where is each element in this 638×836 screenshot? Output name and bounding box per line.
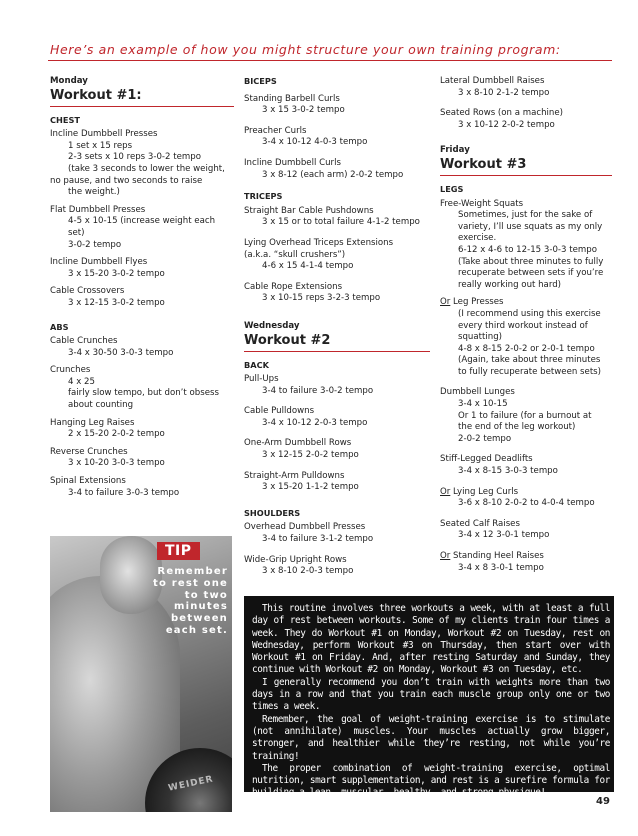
day-label: Wednesday: [244, 320, 300, 331]
exercise-detail: 3 x 10-15 reps 3-2-3 tempo: [262, 293, 381, 304]
exercise-detail: recuperate between sets if you’re: [458, 268, 604, 279]
exercise-item: [50, 129, 234, 199]
exercise-detail: (Take about three minutes to fully: [458, 256, 604, 267]
exercise-detail: 4 x 25: [68, 376, 95, 387]
exercise-item: [50, 365, 234, 411]
day-label: Monday: [50, 76, 88, 86]
day-label: Friday: [440, 145, 470, 156]
exercise-item: [244, 555, 430, 578]
exercise-detail: 3-4 x 10-15: [458, 399, 508, 410]
exercise-item: [244, 374, 430, 397]
exercise-name: Cable Crunches: [50, 336, 118, 347]
exercise-name: Wide-Grip Upright Rows: [244, 554, 347, 565]
exercise-name: Seated Rows (on a machine): [440, 108, 564, 119]
exercise-item: [244, 158, 430, 181]
exercise-item: [244, 471, 430, 494]
exercise-item: [440, 519, 612, 542]
exercise-name-text: Lying Leg Curls: [450, 486, 519, 497]
exercise-name: Reverse Crunches: [50, 446, 128, 457]
exercise-name: Cable Crossovers: [50, 286, 125, 297]
tip-line: minutes: [173, 601, 228, 613]
exercise-detail: (a.k.a. “skull crushers”): [244, 249, 346, 260]
exercise-detail: 3 x 15 or to total failure 4-1-2 tempo: [262, 217, 420, 228]
exercise-name: Cable Rope Extensions: [244, 281, 343, 292]
exercise-item: [244, 94, 430, 117]
exercise-detail: 3 x 15 3-0-2 tempo: [262, 105, 345, 116]
column-friday: [440, 76, 612, 580]
exercise-detail: 3 x 8-12 (each arm) 2-0-2 tempo: [262, 169, 404, 180]
exercise-name: Incline Dumbbell Flyes: [50, 257, 148, 268]
exercise-detail: (take 3 seconds to lower the weight,: [68, 163, 225, 174]
exercise-name: [440, 297, 612, 309]
exercise-name: Standing Barbell Curls: [244, 93, 340, 104]
exercise-item: [244, 282, 430, 305]
exercise-detail: the weight.): [68, 187, 120, 198]
tip-text: [150, 566, 228, 637]
exercise-detail: 3-4 x 10-12 2-0-3 tempo: [262, 417, 368, 428]
exercise-item: [440, 199, 612, 292]
column-monday: [50, 76, 234, 505]
section-heading-shoulders: SHOULDERS: [244, 507, 301, 518]
exercise-item: [440, 387, 612, 445]
exercise-detail: Or 1 to failure (for a burnout at: [458, 410, 592, 421]
exercise-name: Stiff-Legged Deadlifts: [440, 454, 533, 465]
exercise-detail: 3 x 15-20 3-0-2 tempo: [68, 268, 165, 279]
exercise-item: [50, 336, 234, 359]
exercise-detail: 3 x 10-12 2-0-2 tempo: [458, 119, 555, 130]
exercise-detail: 3 x 12-15 3-0-2 tempo: [68, 297, 165, 308]
exercise-detail: exercise.: [458, 233, 497, 244]
exercise-detail: Sometimes, just for the sake of: [458, 210, 593, 221]
exercise-item: [50, 447, 234, 470]
exercise-detail: 3-6 x 8-10 2-0-2 to 4-0-4 tempo: [458, 498, 595, 509]
or-label: Or: [440, 486, 451, 497]
exercise-name: Overhead Dumbbell Presses: [244, 522, 366, 533]
exercise-name: Cable Pulldowns: [244, 406, 315, 417]
exercise-detail: 4-8 x 8-15 2-0-2 or 2-0-1 tempo: [458, 343, 595, 354]
section-heading-back: BACK: [244, 359, 269, 370]
exercise-detail: 2 x 15-20 2-0-2 tempo: [68, 429, 165, 440]
exercise-detail: 3 x 8-10 2-0-3 tempo: [262, 566, 354, 577]
exercise-item: [244, 126, 430, 149]
exercise-detail: no pause, and two seconds to raise: [50, 175, 203, 186]
column-biceps-wednesday: [244, 76, 430, 584]
exercise-name: Lying Overhead Triceps Extensions: [244, 237, 394, 248]
exercise-name: One-Arm Dumbbell Rows: [244, 438, 352, 449]
exercise-detail: 3-4 x 8-15 3-0-3 tempo: [458, 466, 558, 477]
exercise-name: Spinal Extensions: [50, 476, 126, 487]
exercise-item: [244, 206, 430, 229]
exercise-item: [50, 286, 234, 309]
exercise-item: [50, 418, 234, 441]
exercise-detail: to fully recuperate between sets): [458, 366, 602, 377]
or-label: Or: [440, 551, 451, 561]
exercise-name: Crunches: [50, 365, 91, 376]
section-heading-biceps: BICEPS: [244, 76, 277, 86]
exercise-name: [440, 487, 612, 499]
exercise-item: [50, 257, 234, 280]
exercise-detail: 1 set x 15 reps: [68, 140, 133, 151]
tip-line: to rest one: [152, 577, 228, 589]
exercise-detail: every third workout instead of: [458, 320, 588, 331]
exercise-item: [244, 406, 430, 429]
exercise-name: Flat Dumbbell Presses: [50, 204, 146, 215]
exercise-detail: 6-12 x 4-6 to 12-15 3-0-3 tempo: [458, 244, 597, 255]
exercise-detail: (I recommend using this exercise: [458, 308, 601, 319]
exercise-detail: 3-4 x 12 3-0-1 tempo: [458, 530, 550, 541]
exercise-item: [440, 551, 612, 574]
exercise-name: Straight Bar Cable Pushdowns: [244, 205, 374, 216]
exercise-item: [50, 205, 234, 251]
exercise-detail: 3-4 to failure 3-0-2 tempo: [262, 385, 374, 396]
info-paragraph: Remember, the goal of weight-training exercise is to stimulate (not annihilate) muscles. Your muscles actually grow bigger, stronger, and healthier while they’re resting, not while you’re training!: [252, 713, 610, 762]
section-heading-legs: LEGS: [440, 183, 464, 194]
exercise-detail: 3 x 8-10 2-1-2 tempo: [458, 87, 550, 98]
section-heading-abs: ABS: [50, 321, 69, 332]
exercise-detail: 3 x 15-20 1-1-2 tempo: [262, 482, 359, 493]
exercise-detail: 3-4 x 8 3-0-1 tempo: [458, 562, 544, 573]
tip-line: to two: [184, 589, 228, 601]
tip-line: between: [170, 613, 228, 625]
exercise-name: Lateral Dumbbell Raises: [440, 76, 545, 86]
intro-rule: [48, 60, 612, 61]
exercise-detail: (Again, take about three minutes: [458, 355, 601, 366]
intro-heading: Here’s an example of how you might structure your own training program:: [50, 42, 561, 57]
exercise-name: Pull-Ups: [244, 374, 279, 385]
plate-text: WEIDER: [167, 774, 215, 794]
section-heading-chest: CHEST: [50, 114, 80, 125]
tip-line: Remember: [157, 566, 228, 577]
exercise-name-text: Leg Presses: [450, 297, 504, 308]
exercise-detail: 2-3 sets x 10 reps 3-0-2 tempo: [68, 152, 201, 163]
exercise-detail: 3-4 x 30-50 3-0-3 tempo: [68, 347, 174, 358]
exercise-detail: 3-4 to failure 3-0-3 tempo: [68, 487, 180, 498]
exercise-detail: 3-4 to failure 3-1-2 tempo: [262, 534, 374, 545]
routine-info-box: [244, 596, 614, 799]
info-paragraph: This routine involves three workouts a week, with at least a full day of rest between workouts. Some of my clients train four times a week. They do Workout #1 on Monday, Workout #2 on Tuesday, rest on Wednesday, perform Workout #3 on Thursday, then start over with Workout #1 on Friday. And, after resting Saturday and Sunday, they continue with Workout #2 on Monday, Workout #3 on Tuesday, etc.: [252, 603, 610, 676]
exercise-name-text: Standing Heel Raises: [450, 551, 544, 561]
workout-title: Workout #2: [244, 333, 430, 352]
exercise-detail: fairly slow tempo, but don’t obsess: [68, 388, 219, 399]
exercise-detail: 3-0-2 tempo: [68, 239, 122, 250]
page-number: 49: [596, 796, 610, 807]
exercise-detail: 3 x 12-15 2-0-2 tempo: [262, 450, 359, 461]
info-paragraph: I generally recommend you don’t train with weights more than two days in a row and that you train each muscle group only one or two times a week.: [252, 676, 610, 713]
exercise-name: Hanging Leg Raises: [50, 417, 135, 428]
exercise-item: [440, 487, 612, 510]
exercise-name: Straight-Arm Pulldowns: [244, 470, 345, 481]
exercise-detail: the end of the leg workout): [458, 422, 576, 433]
exercise-item: [440, 108, 612, 131]
exercise-name: Incline Dumbbell Curls: [244, 157, 341, 168]
exercise-detail: variety, I’ll use squats as my only: [458, 221, 603, 232]
or-label: Or: [440, 297, 451, 308]
exercise-item: [440, 297, 612, 378]
exercise-detail: 4-6 x 15 4-1-4 tempo: [262, 261, 354, 272]
exercise-item: [244, 522, 430, 545]
exercise-item: [244, 438, 430, 461]
exercise-name: [440, 551, 612, 563]
tip-badge: TIP: [157, 542, 200, 560]
tip-line: each set.: [165, 624, 228, 636]
exercise-item: [440, 76, 612, 99]
workout-title: Workout #3: [440, 157, 612, 176]
exercise-detail: 4-5 x 10-15 (increase weight each set): [68, 216, 216, 238]
exercise-detail: about counting: [68, 400, 134, 411]
exercise-item: [244, 238, 430, 273]
section-heading-triceps: TRICEPS: [244, 191, 283, 202]
exercise-detail: 3-4 x 10-12 4-0-3 tempo: [262, 137, 368, 148]
exercise-item: [440, 454, 612, 477]
exercise-detail: 3 x 10-20 3-0-3 tempo: [68, 458, 165, 469]
info-paragraph: The proper combination of weight-training exercise, optimal nutrition, smart supplementation, and rest is a surefire formula for building a lean, muscular, healthy, and strong physique!: [252, 762, 610, 799]
exercise-item: [50, 476, 234, 499]
exercise-name: Free-Weight Squats: [440, 198, 524, 209]
exercise-name: Dumbbell Lunges: [440, 387, 515, 398]
exercise-detail: 2-0-2 tempo: [458, 433, 512, 444]
exercise-name: Seated Calf Raises: [440, 518, 520, 529]
exercise-name: Preacher Curls: [244, 125, 307, 136]
exercise-detail: squatting): [458, 332, 503, 343]
exercise-name: Incline Dumbbell Presses: [50, 129, 158, 140]
workout-title: Workout #1:: [50, 88, 234, 107]
exercise-detail: really working out hard): [458, 279, 562, 290]
